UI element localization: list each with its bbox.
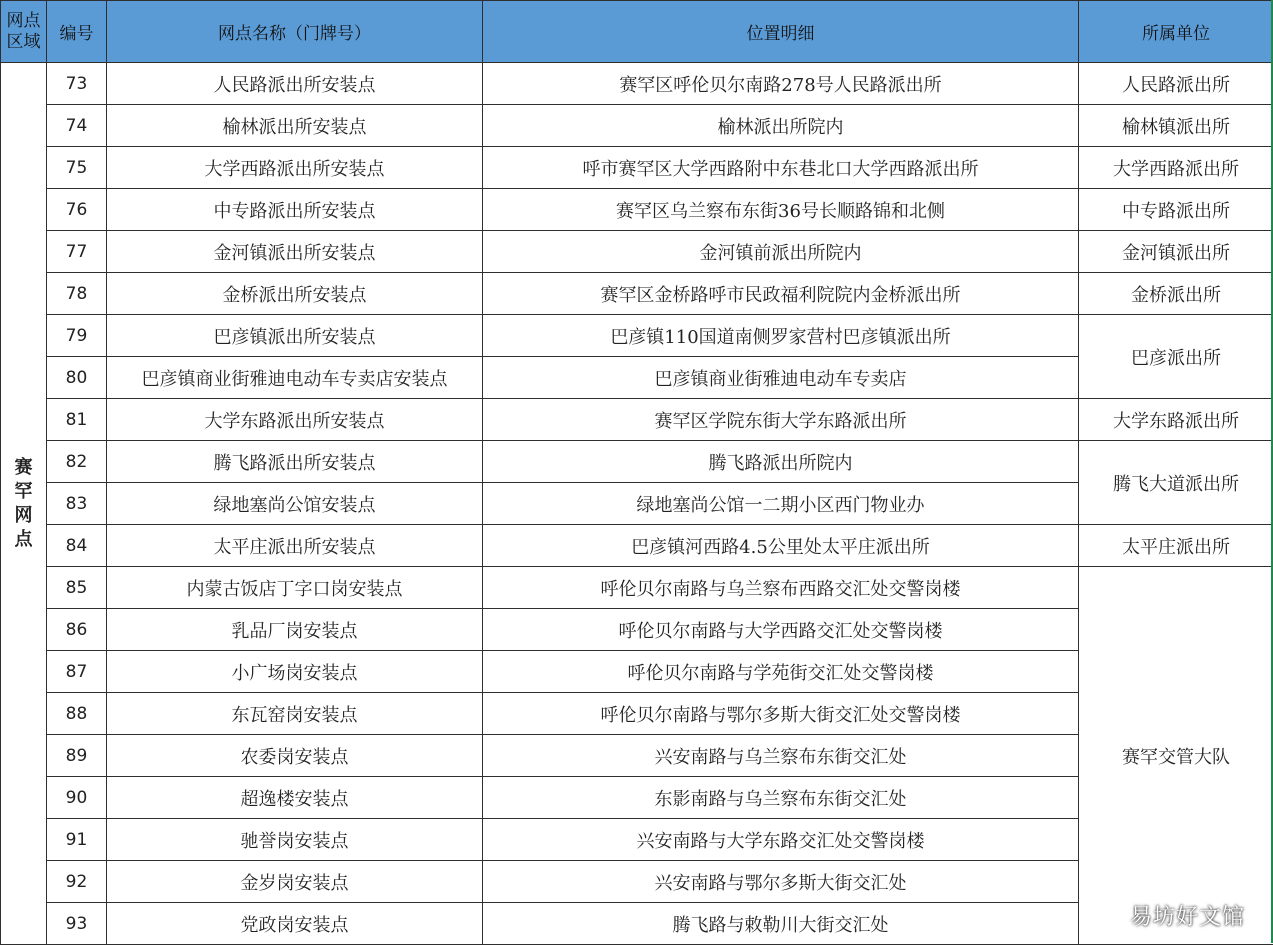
region-label: 赛罕网点 — [14, 456, 34, 552]
table-row — [1, 105, 1273, 147]
row-location: 兴安南路与大学东路交汇处交警岗楼 — [483, 819, 1079, 861]
row-unit: 太平庄派出所 — [1079, 525, 1273, 567]
row-name: 党政岗安装点 — [107, 903, 483, 945]
row-name: 农委岗安装点 — [107, 735, 483, 777]
row-location: 呼市赛罕区大学西路附中东巷北口大学西路派出所 — [483, 147, 1079, 189]
header-area: 网点区域 — [1, 1, 47, 63]
row-num: 86 — [47, 609, 107, 651]
row-name: 金岁岗安装点 — [107, 861, 483, 903]
row-num: 75 — [47, 147, 107, 189]
row-unit: 腾飞大道派出所 — [1079, 441, 1273, 525]
table-row — [1, 147, 1273, 189]
row-name: 太平庄派出所安装点 — [107, 525, 483, 567]
row-location: 金河镇前派出所院内 — [483, 231, 1079, 273]
row-location: 赛罕区乌兰察布东街36号长顺路锦和北侧 — [483, 189, 1079, 231]
table-row — [1, 315, 1273, 357]
row-location: 呼伦贝尔南路与大学西路交汇处交警岗楼 — [483, 609, 1079, 651]
table-row — [1, 567, 1273, 609]
row-name: 榆林派出所安装点 — [107, 105, 483, 147]
row-name: 乳品厂岗安装点 — [107, 609, 483, 651]
row-num: 92 — [47, 861, 107, 903]
row-num: 84 — [47, 525, 107, 567]
row-location: 兴安南路与乌兰察布东街交汇处 — [483, 735, 1079, 777]
row-name: 内蒙古饭店丁字口岗安装点 — [107, 567, 483, 609]
row-name: 金桥派出所安装点 — [107, 273, 483, 315]
row-location: 兴安南路与鄂尔多斯大街交汇处 — [483, 861, 1079, 903]
row-location: 巴彦镇110国道南侧罗家营村巴彦镇派出所 — [483, 315, 1079, 357]
row-location: 呼伦贝尔南路与鄂尔多斯大街交汇处交警岗楼 — [483, 693, 1079, 735]
row-unit: 赛罕交管大队 — [1079, 567, 1273, 945]
row-num: 82 — [47, 441, 107, 483]
row-num: 87 — [47, 651, 107, 693]
table-row — [1, 399, 1273, 441]
row-unit: 金桥派出所 — [1079, 273, 1273, 315]
row-num: 77 — [47, 231, 107, 273]
row-location: 赛罕区学院东街大学东路派出所 — [483, 399, 1079, 441]
row-num: 85 — [47, 567, 107, 609]
row-num: 81 — [47, 399, 107, 441]
row-location: 腾飞路与敕勒川大街交汇处 — [483, 903, 1079, 945]
watermark: 易坊好文馆 — [1130, 900, 1245, 931]
row-location: 东影南路与乌兰察布东街交汇处 — [483, 777, 1079, 819]
row-name: 大学西路派出所安装点 — [107, 147, 483, 189]
row-location: 赛罕区呼伦贝尔南路278号人民路派出所 — [483, 63, 1079, 105]
row-name: 驰誉岗安装点 — [107, 819, 483, 861]
row-name: 腾飞路派出所安装点 — [107, 441, 483, 483]
table-row — [1, 525, 1273, 567]
row-location: 巴彦镇商业街雅迪电动车专卖店 — [483, 357, 1079, 399]
row-name: 金河镇派出所安装点 — [107, 231, 483, 273]
header-location: 位置明细 — [483, 1, 1079, 63]
table-row — [1, 273, 1273, 315]
row-num: 76 — [47, 189, 107, 231]
row-name: 大学东路派出所安装点 — [107, 399, 483, 441]
row-location: 巴彦镇河西路4.5公里处太平庄派出所 — [483, 525, 1079, 567]
row-unit: 榆林镇派出所 — [1079, 105, 1273, 147]
row-num: 80 — [47, 357, 107, 399]
row-num: 88 — [47, 693, 107, 735]
row-num: 74 — [47, 105, 107, 147]
row-location: 绿地塞尚公馆一二期小区西门物业办 — [483, 483, 1079, 525]
row-unit: 大学东路派出所 — [1079, 399, 1273, 441]
table-row — [1, 441, 1273, 483]
header-unit: 所属单位 — [1079, 1, 1273, 63]
header-num: 编号 — [47, 1, 107, 63]
row-name: 绿地塞尚公馆安装点 — [107, 483, 483, 525]
row-location: 榆林派出所院内 — [483, 105, 1079, 147]
region-cell — [1, 63, 47, 945]
row-name: 小广场岗安装点 — [107, 651, 483, 693]
header-name: 网点名称（门牌号） — [107, 1, 483, 63]
row-name: 巴彦镇商业街雅迪电动车专卖店安装点 — [107, 357, 483, 399]
row-num: 78 — [47, 273, 107, 315]
row-num: 89 — [47, 735, 107, 777]
header-row — [1, 1, 1273, 63]
row-location: 呼伦贝尔南路与乌兰察布西路交汇处交警岗楼 — [483, 567, 1079, 609]
row-unit: 巴彦派出所 — [1079, 315, 1273, 399]
table-row — [1, 189, 1273, 231]
row-name: 人民路派出所安装点 — [107, 63, 483, 105]
row-num: 90 — [47, 777, 107, 819]
row-num: 93 — [47, 903, 107, 945]
row-name: 巴彦镇派出所安装点 — [107, 315, 483, 357]
row-num: 73 — [47, 63, 107, 105]
row-name: 中专路派出所安装点 — [107, 189, 483, 231]
row-num: 79 — [47, 315, 107, 357]
row-num: 91 — [47, 819, 107, 861]
row-unit: 人民路派出所 — [1079, 63, 1273, 105]
row-name: 东瓦窑岗安装点 — [107, 693, 483, 735]
table-row — [1, 63, 1273, 105]
row-unit: 金河镇派出所 — [1079, 231, 1273, 273]
row-location: 腾飞路派出所院内 — [483, 441, 1079, 483]
row-unit: 中专路派出所 — [1079, 189, 1273, 231]
row-unit: 大学西路派出所 — [1079, 147, 1273, 189]
row-name: 超逸楼安装点 — [107, 777, 483, 819]
table-row — [1, 231, 1273, 273]
row-num: 83 — [47, 483, 107, 525]
row-location: 赛罕区金桥路呼市民政福利院院内金桥派出所 — [483, 273, 1079, 315]
row-location: 呼伦贝尔南路与学苑街交汇处交警岗楼 — [483, 651, 1079, 693]
